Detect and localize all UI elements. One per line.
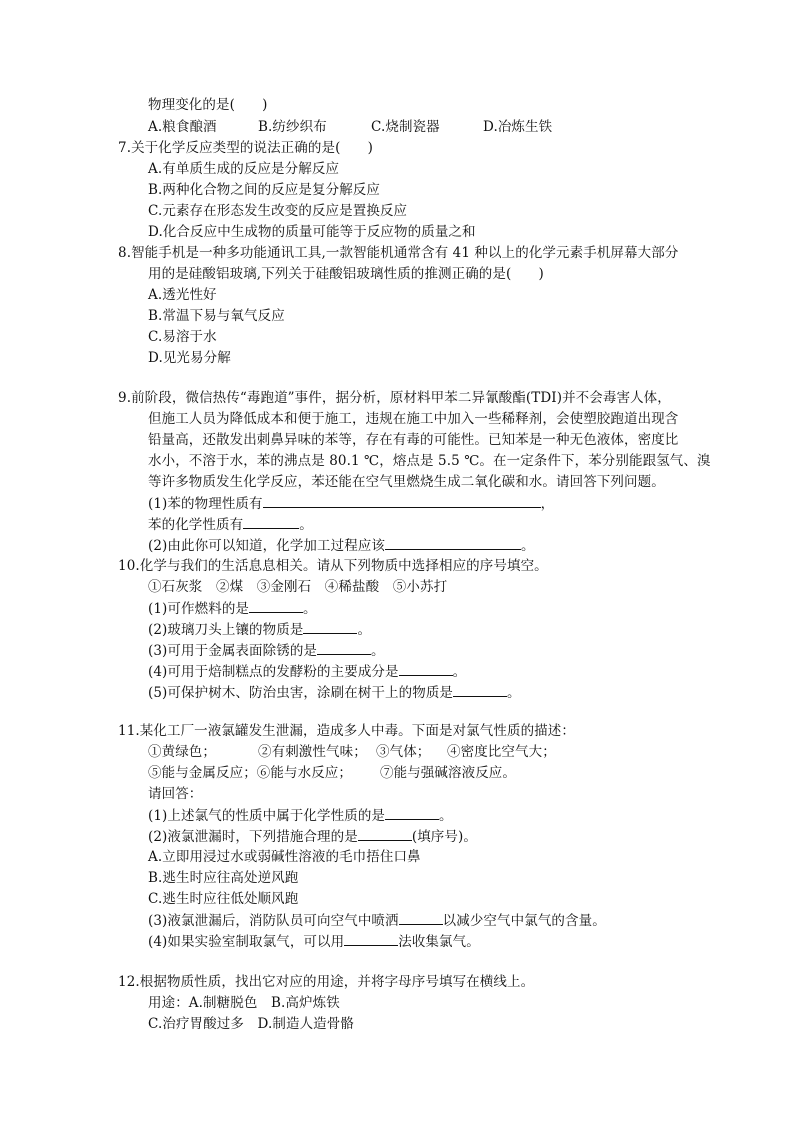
q7-option-d: D.化合反应中生成物的质量可能等于反应物的质量之和 xyxy=(148,224,476,240)
q9-sub-1b-end: 。 xyxy=(299,517,313,533)
q10-item-2-text: (2)玻璃刀头上镶的物质是 xyxy=(148,622,304,638)
q11-answer-blank-1[interactable] xyxy=(385,806,439,820)
q11-answer-label: 请回答： xyxy=(148,786,203,802)
q11-sub-4-end: 法收集氯气。 xyxy=(398,934,480,950)
q11-sub-3-end: 以减少空气中氯气的含量。 xyxy=(442,913,606,929)
q10-item-1 xyxy=(148,599,317,618)
q10-item-2-end: 。 xyxy=(357,622,372,638)
q9-sub-1a-text: (1)苯的物理性质有 xyxy=(148,496,263,512)
q9-sub-1b-text: 苯的化学性质有 xyxy=(148,517,244,533)
q9-stem-line-3: 铅量高，还散发出刺鼻异味的苯等，存在有毒的可能性。已知苯是一种无色液体，密度比 xyxy=(148,432,679,448)
q7-option-c: C.元素存在形态发生改变的反应是置换反应 xyxy=(148,203,408,219)
q10-stem: 10.化学与我们的生活息息相关。请从下列物质中选择相应的序号填空。 xyxy=(118,558,548,574)
q8-stem-line-2: 用的是硅酸铝玻璃,下列关于硅酸铝玻璃性质的推测正确的是( ) xyxy=(148,266,544,282)
q11-sub-2-text: (2)液氯泄漏时，下列措施合理的是 xyxy=(148,829,358,845)
q7-stem: 7.关于化学反应类型的说法正确的是( ) xyxy=(118,140,374,156)
q11-sub-3 xyxy=(148,911,606,930)
q10-item-2 xyxy=(148,620,371,639)
q12-stem: 12.根据物质性质，找出它对应的用途，并将字母序号填写在横线上。 xyxy=(118,974,535,990)
q10-answer-blank-5[interactable] xyxy=(453,683,507,697)
q9-sub-2-text: (2)由此你可以知道，化学加工过程应该 xyxy=(148,538,386,554)
q10-choices: ①石灰浆 ②煤 ③金刚石 ④稀盐酸 ⑤小苏打 xyxy=(148,579,448,595)
q11-sub-2 xyxy=(148,827,477,846)
q9-stem-line-5: 等许多物质发生化学反应，苯还能在空气里燃烧生成二氧化碳和水。请回答下列问题。 xyxy=(148,474,665,490)
q12-uses-line-1: 用途：A.制糖脱色 B.高炉炼铁 xyxy=(148,995,340,1011)
q6-option-b: B.纺纱织布 xyxy=(258,119,327,135)
q9-sub-2 xyxy=(148,536,535,555)
q12-uses-line-2: C.治疗胃酸过多 D.制造人造骨骼 xyxy=(148,1016,354,1032)
q8-option-a: A.透光性好 xyxy=(148,287,217,303)
q11-option-b: B.逃生时应往高处逆风跑 xyxy=(148,870,299,886)
q11-sub-1-end: 。 xyxy=(439,808,453,824)
q8-stem-line-1: 8.智能手机是一种多功能通讯工具,一款智能机通常含有 41 种以上的化学元素手机屏幕大部分 xyxy=(118,245,679,261)
q9-sub-1a-end: ， xyxy=(540,496,555,512)
q9-answer-blank-1b[interactable] xyxy=(243,515,299,529)
q11-prop-3: ③气体； xyxy=(376,744,431,760)
q6-option-a: A.粮食酿酒 xyxy=(148,119,217,135)
q9-stem-line-2: 但施工人员为降低成本和便于施工，违规在施工中加入一些稀释剂，会使塑胶跑道出现含 xyxy=(148,411,679,427)
q7-option-a: A.有单质生成的反应是分解反应 xyxy=(148,161,340,177)
q7-option-b: B.两种化合物之间的反应是复分解反应 xyxy=(148,182,381,198)
q10-item-3-end: 。 xyxy=(371,643,385,659)
q11-option-c: C.逃生时应往低处顺风跑 xyxy=(148,891,299,907)
q10-answer-blank-2[interactable] xyxy=(303,620,357,634)
q11-sub-2-end: (填序号)。 xyxy=(411,829,477,845)
q11-answer-blank-2[interactable] xyxy=(358,827,412,841)
q10-item-4 xyxy=(148,662,466,681)
q11-sub-1-text: (1)上述氯气的性质中属于化学性质的是 xyxy=(148,808,386,824)
q11-option-a: A.立即用浸过水或弱碱性溶液的毛巾捂住口鼻 xyxy=(148,849,421,865)
q6-option-d: D.冶炼生铁 xyxy=(483,119,553,135)
q10-item-1-text: (1)可作燃料的是 xyxy=(148,601,250,617)
q11-sub-4-text: (4)如果实验室制取氯气，可以用 xyxy=(148,934,345,950)
q10-item-3 xyxy=(148,641,385,660)
q10-item-3-text: (3)可用于金属表面除锈的是 xyxy=(148,643,318,659)
q10-item-1-end: 。 xyxy=(303,601,317,617)
q6-stem: 物理变化的是( ) xyxy=(148,97,268,113)
q9-sub-2-end: 。 xyxy=(521,538,535,554)
q9-stem-line-1: 9.前阶段，微信热传“毒跑道”事件，据分析，原材料甲苯二异氰酸酯(TDI)并不会毒害人体， xyxy=(118,390,671,406)
q11-sub-4 xyxy=(148,932,480,951)
q9-answer-blank-1a[interactable] xyxy=(263,494,541,508)
q11-stem: 11.某化工厂一液氯罐发生泄漏，造成多人中毒。下面是对氯气性质的描述： xyxy=(118,723,575,739)
q8-option-c: C.易溶于水 xyxy=(148,329,217,345)
q11-prop-7: ⑦能与强碱溶液反应。 xyxy=(380,765,516,781)
q9-sub-1b xyxy=(148,515,313,534)
q11-prop-4: ④密度比空气大； xyxy=(447,744,556,760)
q11-answer-blank-4[interactable] xyxy=(344,932,398,946)
q10-item-4-text: (4)可用于焙制糕点的发酵粉的主要成分是 xyxy=(148,664,399,680)
q10-answer-blank-4[interactable] xyxy=(399,662,453,676)
q10-item-5-end: 。 xyxy=(507,685,521,701)
q11-sub-3-text: (3)液氯泄漏后，消防队员可向空气中喷洒 xyxy=(148,913,399,929)
q9-answer-blank-2[interactable] xyxy=(385,536,521,550)
q11-prop-2: ②有刺激性气味； xyxy=(258,744,367,760)
q8-option-d: D.见光易分解 xyxy=(148,350,231,366)
q11-answer-blank-3[interactable] xyxy=(399,911,443,925)
q10-answer-blank-3[interactable] xyxy=(317,641,371,655)
q9-stem-line-4: 水小，不溶于水，苯的沸点是 80.1 ℃，熔点是 5.5 ℃。在一定条件下，苯分别能跟氢气、溴 xyxy=(148,453,711,469)
q6-option-c: C.烧制瓷器 xyxy=(371,119,440,135)
q10-item-4-end: 。 xyxy=(452,664,467,680)
q8-option-b: B.常温下易与氧气反应 xyxy=(148,308,285,324)
q11-prop-5-6: ⑤能与金属反应；⑥能与水反应； xyxy=(148,765,352,781)
q11-sub-1 xyxy=(148,806,453,825)
q10-item-5-text: (5)可保护树木、防治虫害，涂刷在树干上的物质是 xyxy=(148,685,454,701)
q10-item-5 xyxy=(148,683,521,702)
q9-sub-1a xyxy=(148,494,554,513)
q11-prop-1: ①黄绿色； xyxy=(148,744,216,760)
q10-answer-blank-1[interactable] xyxy=(249,599,303,613)
